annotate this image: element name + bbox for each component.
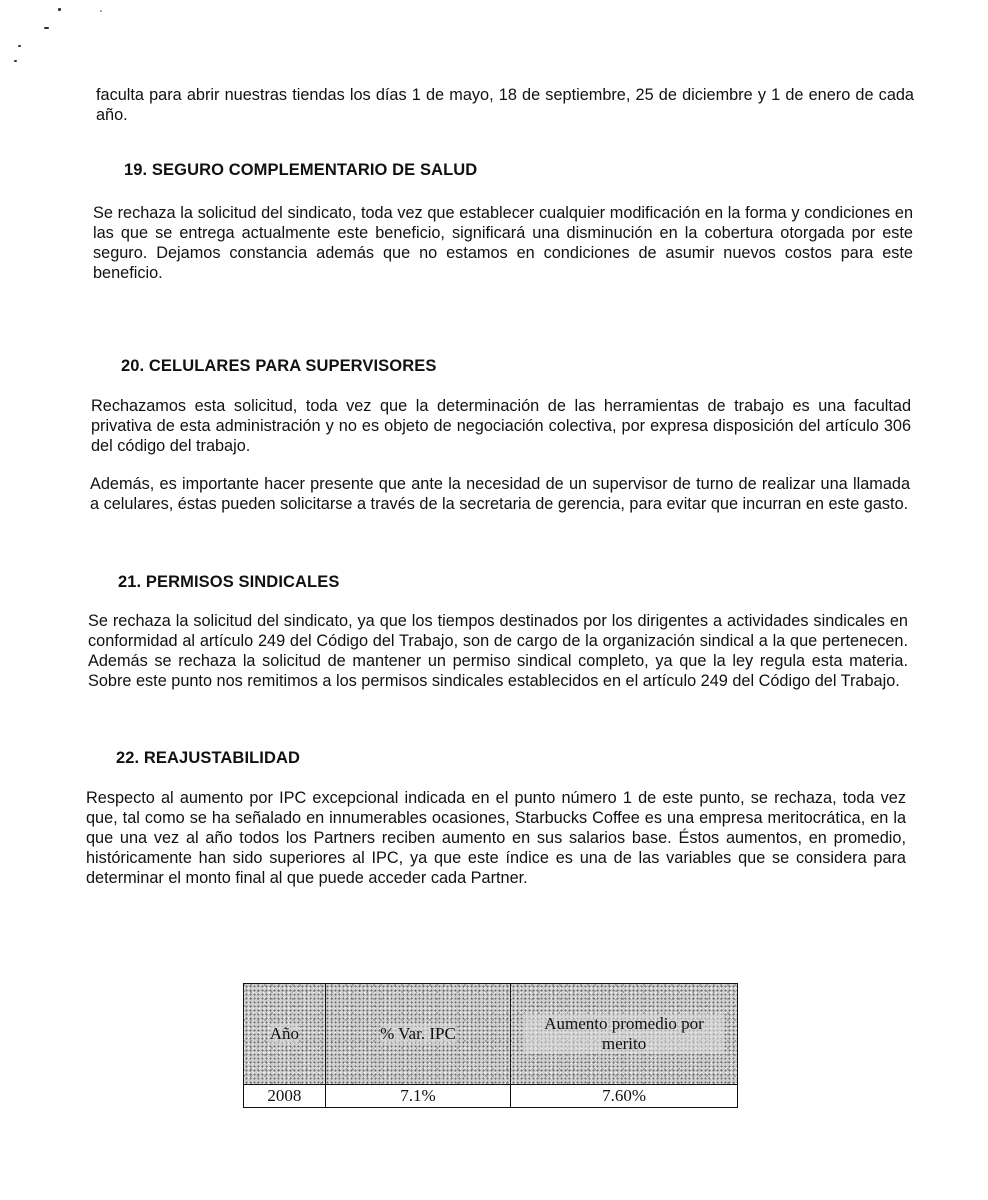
section-19-heading: 19. SEGURO COMPLEMENTARIO DE SALUD <box>124 161 478 179</box>
scan-speck <box>18 45 21 47</box>
section-20-paragraph-1: Rechazamos esta solicitud, toda vez que la determinación de las herramientas de trabajo es una facultad privativa de esta administración y no es objeto de negociación colectiva, por expresa disposición del artículo 306 del código del trabajo. <box>91 397 911 455</box>
section-22-heading: 22. REAJUSTABILIDAD <box>116 749 301 767</box>
section-21-paragraph: Se rechaza la solicitud del sindicato, ya que los tiempos destinados por los dirigentes a actividades sindicales en conformidad al artículo 249 del Código del Trabajo, son de cargo de la organización sindical a la que pertenecen. Además se rechaza la solicitud de mantener un permiso sindical completo, ya que la ley regula esta materia. Sobre este punto nos remitimos a los permisos sindicales establecidos en el artículo 249 del Código del Trabajo. <box>88 612 908 690</box>
scan-speck <box>44 27 49 29</box>
intro-paragraph: faculta para abrir nuestras tiendas los días 1 de mayo, 18 de septiembre, 25 de diciembre y 1 de enero de cada año. <box>96 86 914 124</box>
section-20-paragraph-2: Además, es importante hacer presente que ante la necesidad de un supervisor de turno de realizar una llamada a celulares, éstas pueden solicitarse a través de la secretaria de gerencia, para evitar que incurran en este gasto. <box>90 475 910 513</box>
section-20-heading: 20. CELULARES PARA SUPERVISORES <box>121 357 437 375</box>
section-19-paragraph: Se rechaza la solicitud del sindicato, toda vez que establecer cualquier modificación en la forma y condiciones en las que se entrega actualmente este beneficio, significará una disminución en la cobertura otorgada por este seguro. Dejamos constancia además que no estamos en condiciones de asumir nuevos costos para este beneficio. <box>93 204 913 282</box>
scan-speck <box>100 10 102 12</box>
ipc-table <box>243 983 738 1108</box>
table-header-row <box>244 984 738 1085</box>
scan-speck <box>14 60 17 62</box>
cell-merit-increase: 7.60% <box>511 1085 738 1108</box>
section-21-heading: 21. PERMISOS SINDICALES <box>118 573 340 591</box>
header-ipc-variation: % Var. IPC <box>325 984 510 1085</box>
header-year: Año <box>244 984 326 1085</box>
scan-speck <box>58 8 61 11</box>
cell-ipc-variation: 7.1% <box>325 1085 510 1108</box>
header-merit-increase: Aumento promedio por merito <box>511 984 738 1085</box>
section-22-paragraph: Respecto al aumento por IPC excepcional indicada en el punto número 1 de este punto, se rechaza, toda vez que, tal como se ha señalado en innumerables ocasiones, Starbucks Coffee es una empresa meritocrática, en la que una vez al año todos los Partners reciben aumento en sus salarios base. Éstos aumentos, en promedio, históricamente han sido superiores al IPC, ya que este índice es una de las variables que se considera para determinar el monto final al que puede acceder cada Partner. <box>86 789 906 887</box>
table-row <box>244 1085 738 1108</box>
cell-year: 2008 <box>244 1085 326 1108</box>
